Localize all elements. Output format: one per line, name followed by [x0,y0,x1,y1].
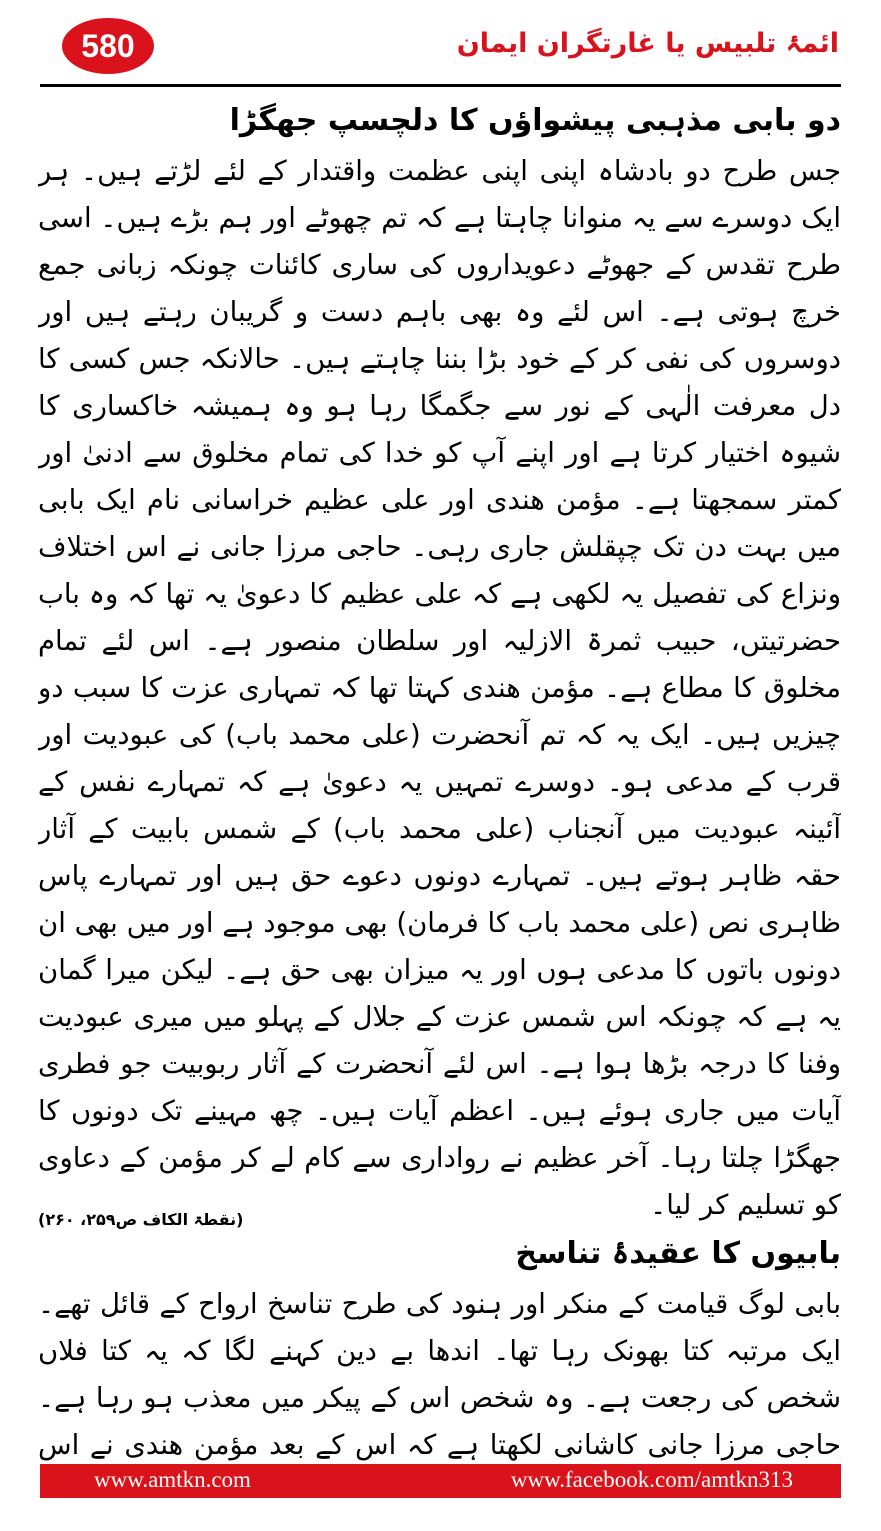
page-number-badge: 580 [62,18,154,74]
paragraph-text: جس طرح دو بادشاہ اپنی اپنی عظمت واقتدار کے لئے لڑتے ہیں۔ ہر ایک دوسرے سے یہ منوانا چاہتا ہے کہ تم چھوٹے اور ہم بڑے ہیں۔ اسی طرح تقدس کے جھوٹے دعویداروں کی ساری کائنات چونکہ زبانی جمع خرچ ہوتی ہے۔ اس لئے وہ بھی باہم دست و گریبان رہتے ہیں اور دوسروں کی نفی کر کے خود بڑا بننا چاہتے ہیں۔ حالانکہ جس کسی کا دل معرفت الٰہی کے نور سے جگمگا رہا ہو وہ ہمیشہ خاکساری کا شیوہ اختیار کرتا ہے اور اپنے آپ کو خدا کی تمام مخلوق سے ادنیٰ اور کمتر سمجھتا ہے۔ مؤمن ھندی اور علی عظیم خراسانی نام ایک بابی میں بہت دن تک چپقلش جاری رہی۔ حاجی مرزا جانی نے اس اختلاف ونزاع کی تفصیل یہ لکھی ہے کہ علی عظیم کا دعویٰ یہ تھا کہ وہ باب حضرتیتں، حبیب ثمرۃ الازلیہ اور سلطان منصور ہے۔ اس لئے تمام مخلوق کا مطاع ہے۔ مؤمن ھندی کہتا تھا کہ تمہاری عزت کا سبب دو چیزیں ہیں۔ ایک یہ کہ تم آنحضرت (علی محمد باب) کی عبودیت اور قرب کے مدعی ہو۔ دوسرے تمہیں یہ دعویٰ ہے کہ تمہارے نفس کے آئینہ عبودیت میں آنجناب (علی محمد باب) کے شمس بابیت کے آثار حقہ ظاہر ہوتے ہیں۔ تمہارے دونوں دعوے حق ہیں اور تمہارے پاس ظاہری نص (علی محمد باب کا فرمان) بھی موجود ہے اور میں بھی ان دونوں باتوں کا مدعی ہوں اور یہ میزان بھی حق ہے۔ لیکن میرا گمان یہ ہے کہ چونکہ اس شمس عزت کے جلال کے پہلو میں میری عبودیت وفنا کا درجہ بڑھا ہوا ہے۔ اس لئے آنحضرت کے آثار ربوبیت جو فطری آیات میں جاری ہوئے ہیں۔ اعظم آیات ہیں۔ چھ مہینے تک دونوں کا جھگڑا چلتا رہا۔ آخر عظیم نے رواداری سے کام لے کر مؤمن کے دعاوی کو تسلیم کر لیا۔ [38,155,841,1221]
footer-bar [40,1464,841,1498]
section-heading-transmigration: بابیوں کا عقیدۂ تناسخ [515,1236,841,1271]
paragraph-babi-leaders-dispute [38,148,841,1229]
paragraph-text: بابی لوگ قیامت کے منکر اور ہنود کی طرح تناسخ ارواح کے قائل تھے۔ ایک مرتبہ کتا بھونک رہا تھا۔ اندھا بے دین کہنے لگا کہ یہ کتا فلاں شخص کی رجعت ہے۔ وہ شخص اس کے پیکر میں معذب ہو رہا ہے۔ حاجی مرزا جانی کاشانی لکھتا ہے کہ اس کے بعد مؤمن ھندی نے اس [38,1288,841,1461]
paragraph-transmigration [38,1281,841,1465]
book-title: ائمۂ تلبیس یا غارتگران ایمان [456,28,839,59]
footer-website-link[interactable]: www.amtkn.com [94,1467,251,1492]
page-body [38,96,841,1465]
footer-facebook-link[interactable]: www.facebook.com/amtkn313 [510,1467,793,1492]
section-heading-babi-leaders-dispute: دو بابی مذہبی پیشواؤں کا دلچسپ جھگڑا [229,103,841,138]
citation-naqtat-al-kaf-259: (نقطۃ الکاف ص۲۵۹، ۲۶۰) [38,1210,244,1229]
header-divider [40,84,841,87]
